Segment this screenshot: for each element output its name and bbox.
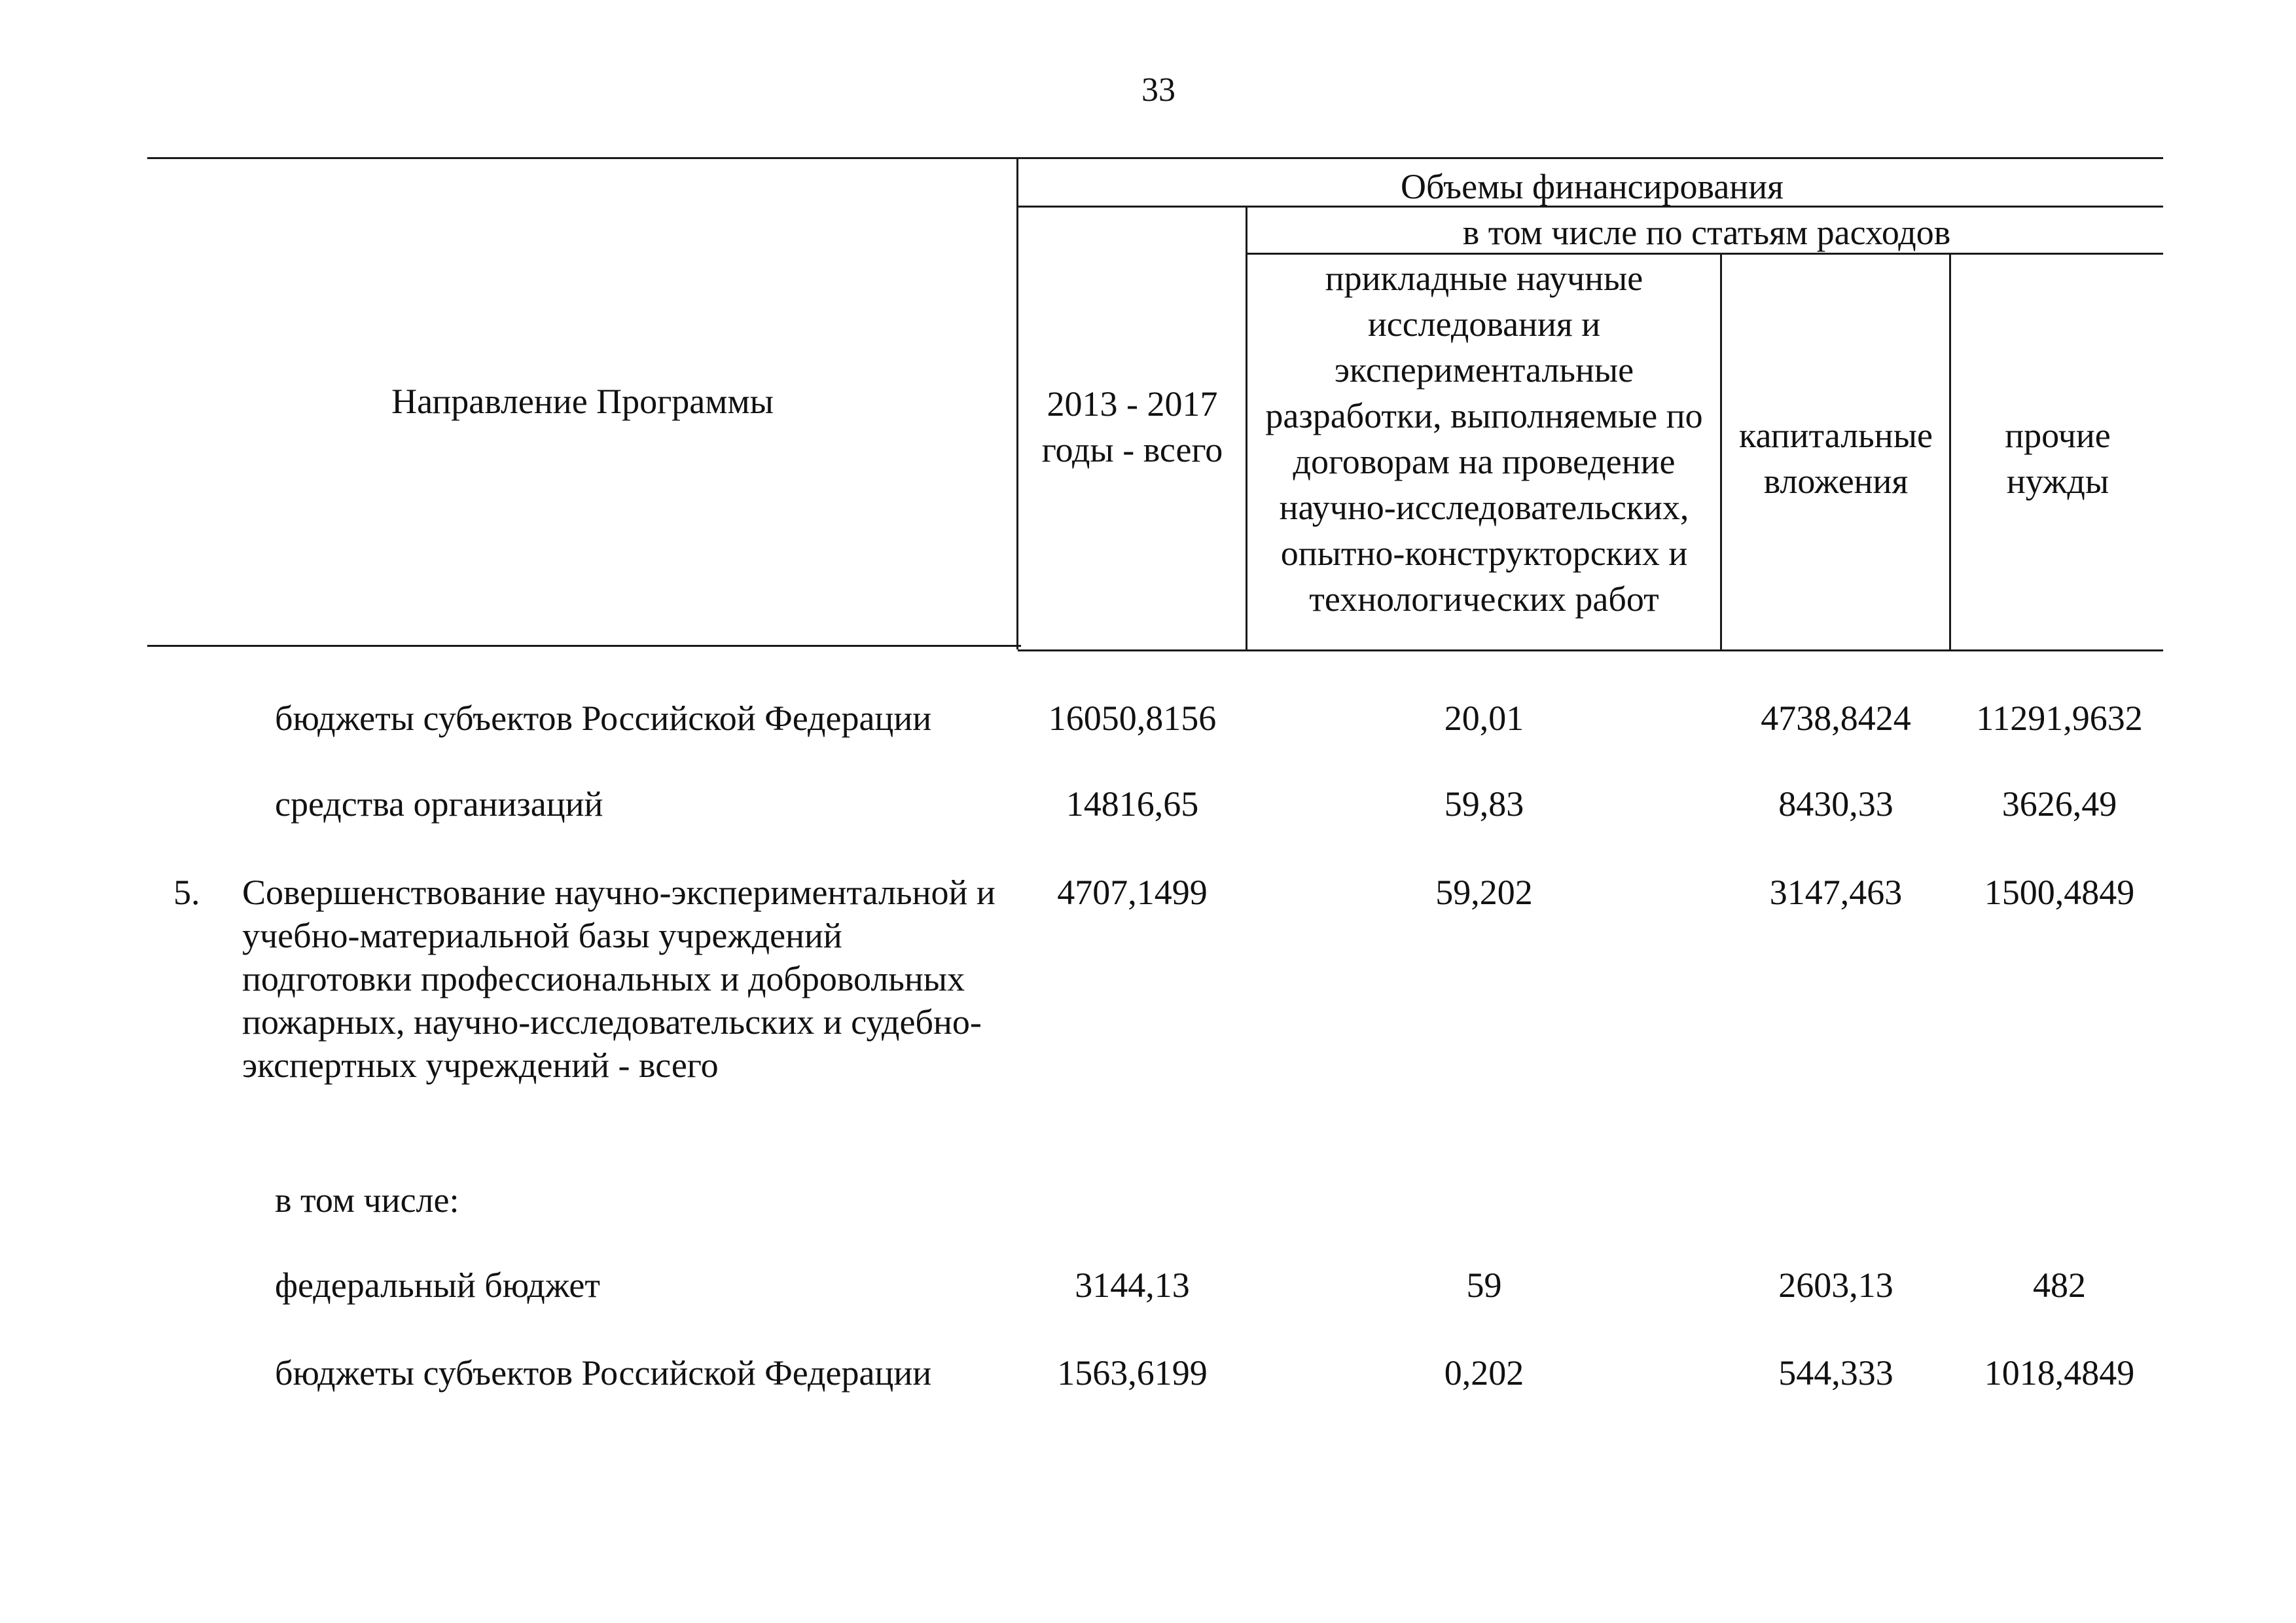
header-direction: Направление Программы	[391, 382, 774, 421]
row-label: средства организаций	[275, 784, 603, 824]
row-capital: 3147,463	[1769, 873, 1903, 912]
row-other: 3626,49	[2001, 784, 2117, 824]
row-capital: 544,333	[1778, 1353, 1893, 1393]
divider-niokr	[1720, 253, 1722, 651]
header-total: 2013 - 2017 годы - всего	[1041, 384, 1223, 469]
divider-capital	[1949, 253, 1951, 651]
divider-total	[1246, 206, 1247, 651]
row-other: 1018,4849	[1984, 1353, 2135, 1393]
header-by-items: в том числе по статьям расходов	[1462, 213, 1951, 252]
header-financing: Объемы финансирования	[1401, 167, 1784, 206]
row-capital: 2603,13	[1778, 1266, 1893, 1305]
row-label: бюджеты субъектов Российской Федерации	[275, 1353, 932, 1393]
row-number: 5.	[173, 873, 200, 912]
row-niokr: 59,202	[1435, 873, 1533, 912]
header-bottom-rule-right	[1018, 649, 2163, 651]
row-total: 4707,1499	[1057, 873, 1208, 912]
row-total: 1563,6199	[1057, 1353, 1208, 1393]
row-niokr: 0,202	[1444, 1353, 1524, 1393]
row-label: федеральный бюджет	[275, 1266, 600, 1305]
row-niokr: 20,01	[1444, 699, 1524, 738]
table-top-rule	[147, 157, 2163, 159]
row-total: 14816,65	[1066, 784, 1199, 824]
page-number: 33	[1141, 71, 1175, 109]
header-bottom-rule-left	[147, 645, 1021, 647]
header-other: прочие нужды	[2005, 416, 2111, 501]
row-total: 3144,13	[1075, 1266, 1190, 1305]
row-capital: 4738,8424	[1761, 699, 1911, 738]
row-label: в том числе:	[275, 1180, 459, 1220]
header-niokr: прикладные научные исследования и экспериментальные разработки, выполняемые по договорам на проведение научно-исследовательских, опытно-конструкторских и технологических работ	[1265, 259, 1703, 619]
row-other: 1500,4849	[1984, 873, 2135, 912]
row-capital: 8430,33	[1778, 784, 1893, 824]
row-label: бюджеты субъектов Российской Федерации	[275, 699, 932, 738]
row-label: Совершенствование научно-экспериментальной и учебно-материальной базы учреждений подготовки профессиональных и добровольных пожарных, научно-исследовательских и судебно-экспертных учреждений - всего	[242, 873, 996, 1085]
row-total: 16050,8156	[1048, 699, 1217, 738]
divider-direction	[1016, 157, 1018, 649]
row-other: 482	[2033, 1266, 2086, 1305]
row-other: 11291,9632	[1976, 699, 2143, 738]
row-niokr: 59	[1466, 1266, 1502, 1305]
row-niokr: 59,83	[1444, 784, 1524, 824]
header-capital: капитальные вложения	[1739, 416, 1933, 501]
